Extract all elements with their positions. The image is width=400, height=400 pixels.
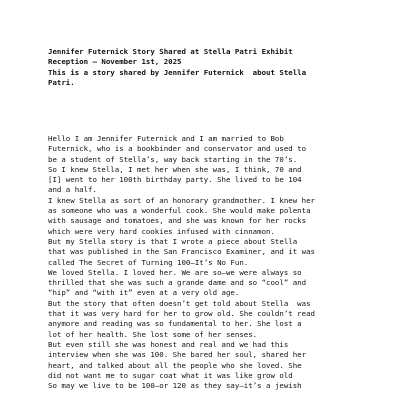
body-line: with sausage and tomatoes, and she was known for her rocks: [48, 216, 307, 226]
body-line: which were very hard cookies infused with cinnamon.: [48, 226, 275, 236]
body-line: But the story that often doesn’t get told about Stella was: [48, 298, 311, 308]
subtitle-line-1: This is a story shared by Jennifer Futernick about Stella: [48, 67, 307, 77]
body-line: But my Stella story is that I wrote a piece about Stella: [48, 236, 298, 246]
body-line: did not want me to sugar coat what it was like grow old: [48, 370, 293, 380]
body-line: thrilled that she was such a grande dame and so “cool” and: [48, 278, 307, 288]
body-line: But even still she was honest and real and we had this: [48, 339, 289, 349]
body-line: heart, and talked about all the people who she loved. She: [48, 360, 302, 370]
body-line: anymore and reading was so fundamental to her. She lost a: [48, 319, 302, 329]
body-line: called The Secret of Turning 100—It’s No Fun.: [48, 257, 249, 267]
title-line-1: Jennifer Futernick Story Shared at Stella Patri Exhibit: [48, 47, 293, 56]
body-line: I knew Stella as sort of an honorary grandmother. I knew her: [48, 195, 315, 205]
body-line: Hello I am Jennifer Futernick and I am married to Bob: [48, 134, 284, 143]
document-header: [48, 47, 388, 88]
body-line: be a student of Stella’s, way back starting in the 70’s.: [48, 154, 298, 164]
body-line: and a half.: [48, 185, 97, 195]
body-line: We loved Stella. I loved her. We are so—we were always so: [48, 267, 302, 277]
title-line-2: Reception — November 1st, 2025: [48, 57, 182, 67]
body-line: lot of her health. She lost some of her senses.: [48, 329, 258, 339]
body-line: as someone who was a wonderful cook. She would make polenta: [48, 206, 311, 216]
body-line: interview when she was 100. She bared her soul, shared her: [48, 350, 307, 360]
body-line: So I knew Stella, I met her when she was, I think, 70 and: [48, 164, 302, 174]
document-body: [48, 134, 393, 391]
body-line: that was published in the San Francisco Examiner, and it was: [48, 247, 315, 257]
body-line: that it was very hard for her to grow old. She couldn’t read: [48, 309, 315, 319]
body-line: “hip” and “with it” even at a very old age.: [48, 288, 240, 298]
body-line: [I] went to her 100th birthday party. She lived to be 104: [48, 175, 302, 185]
body-line: So may we live to be 100—or 120 as they say—it’s a jewish: [48, 381, 302, 391]
subtitle-line-2: Patri.: [48, 77, 75, 87]
body-line: Futernick, who is a bookbinder and conservator and used to: [48, 144, 307, 154]
